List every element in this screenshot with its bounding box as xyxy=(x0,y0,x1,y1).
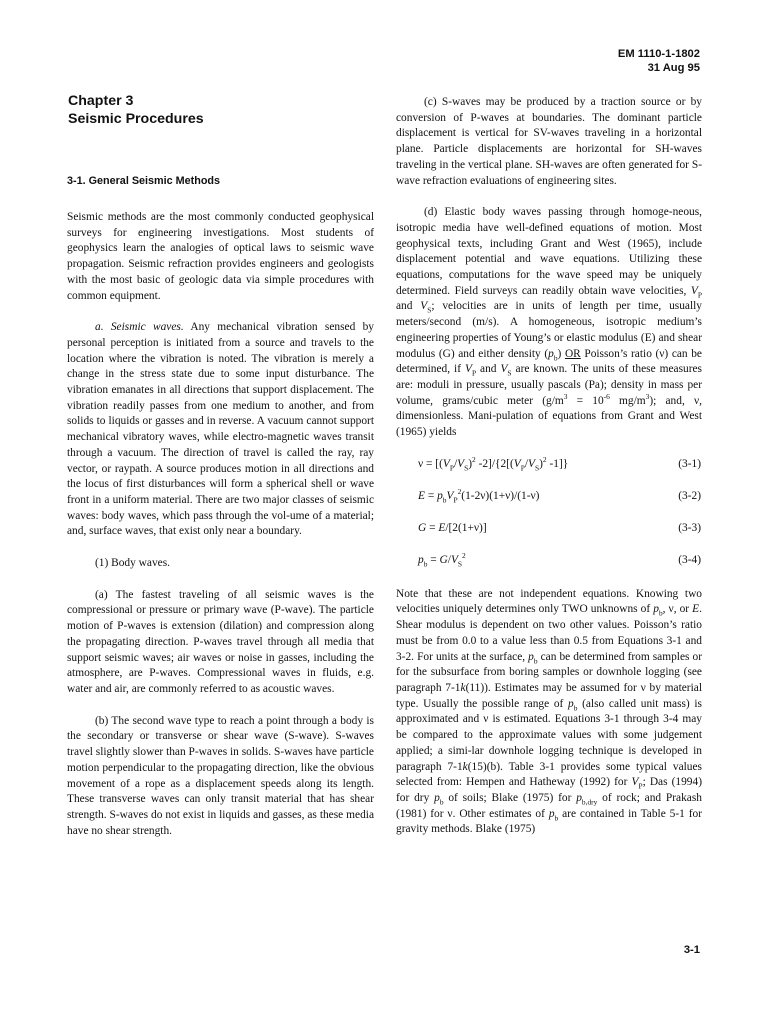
chapter-title: Seismic Procedures xyxy=(68,111,204,127)
section-heading: 3-1. General Seismic Methods xyxy=(67,175,221,187)
paragraph-a-seismic-waves xyxy=(67,320,374,540)
equation-3-1: $\nu = [(V_P/V_S)^2$ $-2]/\{2[(V_P/V_S)^2$ -1]} (3-1) xyxy=(418,454,701,473)
paragraph-note-equations: Note that these are not independent equations. Knowing two velocities uniquely determines only TWO unknowns of $p_b$, ν, or E. Shear modulus is dependent on two other values. Poisson’s ratio must be from 0.0 to a value less than 0.5 from Equations 3-1 and 3-2. For units at the surface, $p_b$ can be determined from samples or for the subsurface from boring samples or downhole logging (see paragraph 7-1k(11)). Estimates may be assumed for ν by material type. Usually the possible range of $p_b$ (also called unit mass) is approximated and ν is estimated. Equations 3-1 through 3-4 may be compared to the approximate values with some judgement applied; a simi-lar downhole logging technique is developed in paragraph 7-1k(15)(b). Table 3-1 provides some typical values selected from: Hempen and Hatheway (1992) for $V_P$; Das (1994) for dry $p_b$ of soils; Blake (1975) for $p_{b,dry}$ of rock; and Prakash (1981) for ν. Other estimates of $p_b$ are contained in Table 5-1 for gravity methods. Blake (1975) xyxy=(396,587,702,836)
equation-3-2: $E = p_bV_P^2(1-2\nu)(1+\nu)/(1-\nu)$ (3-2) xyxy=(418,486,701,505)
right-column xyxy=(396,95,702,854)
document-header xyxy=(618,47,700,75)
equation-3-3: G = E/[2(1+ν)] (3-3) xyxy=(418,521,701,534)
chapter-number: Chapter 3 xyxy=(68,93,134,109)
page-number: 3-1 xyxy=(683,944,700,956)
equation-number: (3-1) xyxy=(678,457,701,470)
body-waves-heading: (1) Body waves. xyxy=(95,557,170,570)
left-column xyxy=(67,92,374,855)
paragraph-c-s-wave-sources: (c) S-waves may be produced by a traction source or by conversion of P-waves at boundaries. The dominant particle displacement is vertical for SV-waves traveling in a horizontal plane. Particle displacements are horizontal for SH-waves traveling in the vertical plane. SH-waves are often generated for S-wave refraction evaluations of engineering sites. xyxy=(396,96,702,187)
paragraph-p-waves: (a) The fastest traveling of all seismic waves is the compressional or pressure or primary wave (P-wave). The particle motion of P-waves is extension (dilation) and compression along the propagating direction. P-waves travel through all media that support seismic waves; air waves or noise in gasses, including the atmosphere, are P-waves. Compressional waves in fluids, e.g. water and air, are commonly referred to as acoustic waves. xyxy=(67,588,374,695)
paragraph-d-elastic-waves: (d) Elastic body waves passing through homoge-neous, isotropic media have well-defined equations of motion. Most geophysical texts, including Grant and West (1965), include displacement potential and wave equations. Utilizing these equations, computations for the wave speed may be uniquely determined. Field surveys can readily obtain wave velocities, $V_P$ and $V_S$; velocities are in units of length per time, usually meters/second (m/s). A homogeneous, isotropic medium’s engineering properties of Young’s or elastic modulus (E) and shear modulus (G) and either density $(p_b)$ OR Poisson’s ratio (ν) can be determined, if $V_P$ and $V_S$ are known. The units of these measures are: moduli in pressure, usually pascals (Pa); density in mass per volume, grams/cubic meter ($g/m^3 = 10^{-6}$ $mg/m^3$); and, ν, dimensionless. Mani-pulation of equations from Grant and West (1965) yields xyxy=(396,206,702,439)
equation-number: (3-3) xyxy=(678,521,701,534)
paragraph-a-text: Any mechanical vibration sensed by personal perception is initiated from a source and travels to the location where the vibration is noted. The vibration is merely a change in the stress state due to some input disturbance. The vibration emanates in all directions that support displacement. The vibration readily passes from one medium to another, and from solids to liquids or gasses and in reverse. A vacuum cannot support mechanical vibratory waves, while electro-magnetic waves transit through a vacuum. The direction of travel is called the ray, ray vector, or raypath. A source produces motion in all directions and the locus of first disturbances will form a spherical shell or wave front in a uniform material. There are two major classes of seismic waves: body waves, which pass through the vol-ume of a material; and, surface waves, that exist only near a boundary. xyxy=(67,321,375,538)
paragraph-a-label: a. Seismic waves. xyxy=(95,321,184,334)
document-date: 31 Aug 95 xyxy=(647,62,700,74)
paragraph-s-waves: (b) The second wave type to reach a point through a body is the secondary or transverse or shear wave (S-wave). S-waves travel slightly slower than P-waves in solids. S-waves have particle motion perpendicular to the propagating direction, like the obvious movement of a rope as a displacement speeds along its length. These transverse waves can only transit material that has shear strength. S-waves do not exist in liquids and gasses, as these media have no shear strength. xyxy=(67,714,374,837)
equation-3-4: $p_b = G/V_S^2$ (3-4) xyxy=(418,550,701,569)
document-number: EM 1110-1-1802 xyxy=(617,48,700,60)
intro-paragraph: Seismic methods are the most commonly conducted geophysical surveys for engineering investigations. Most students of geophysics learn the analogies of optical laws to seismic wave propagation. Seismic refraction provides engineers and geologists with the most basic of geologic data via simple procedures with common equipment. xyxy=(67,211,374,302)
equation-number: (3-2) xyxy=(678,489,701,502)
equation-number: (3-4) xyxy=(678,553,701,566)
